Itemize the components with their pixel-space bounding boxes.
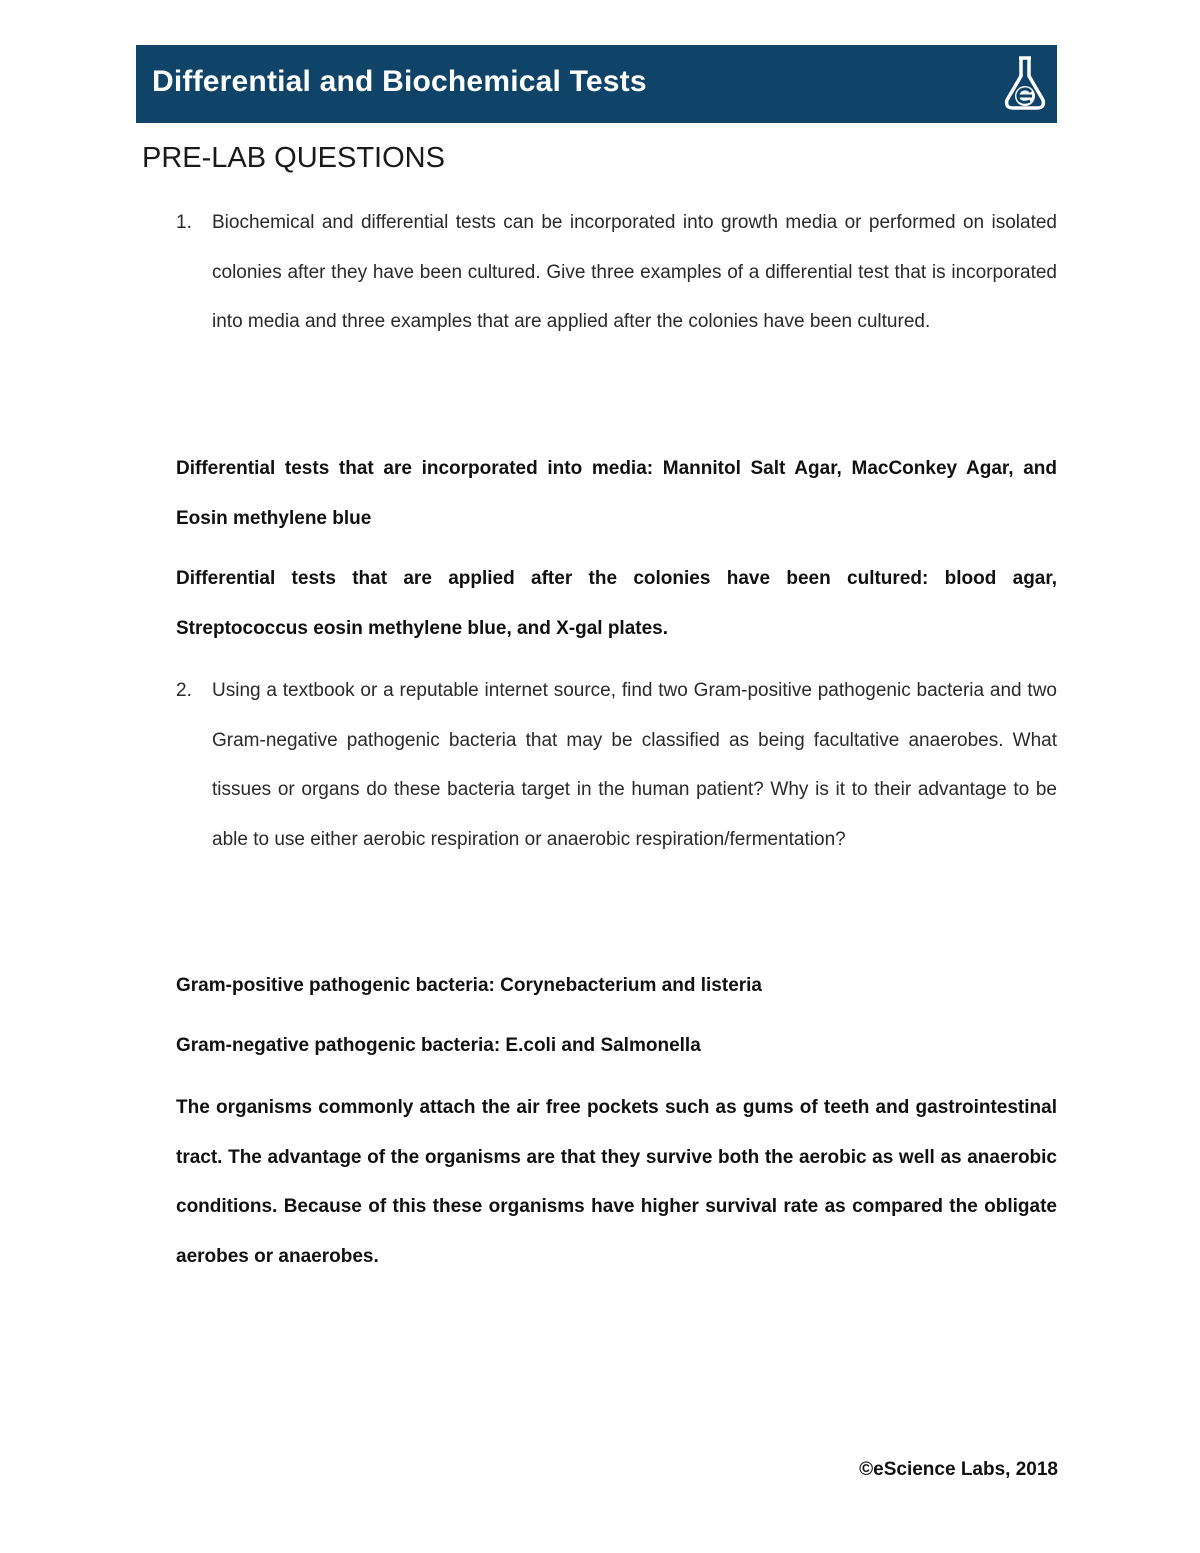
question-number: 1. bbox=[176, 212, 192, 233]
section-title: PRE-LAB QUESTIONS bbox=[142, 142, 445, 174]
answer-gram-positive: Gram-positive pathogenic bacteria: Corynebacterium and listeria bbox=[176, 975, 762, 996]
question-text: Biochemical and differential tests can be incorporated into growth media or performed on isolated colonies after they have been cultured. Give three examples of a differential test that is incorporated into media and three examples that are applied after the colonies have been cultured. bbox=[212, 212, 1057, 332]
header-title: Differential and Biochemical Tests bbox=[152, 65, 647, 98]
question-2 bbox=[176, 666, 1057, 864]
footer-copyright: ©eScience Labs, 2018 bbox=[859, 1459, 1058, 1480]
question-1 bbox=[176, 198, 1057, 347]
question-number: 2. bbox=[176, 680, 192, 701]
question-text: Using a textbook or a reputable internet source, find two Gram-positive pathogenic bacteria and two Gram-negative pathogenic bacteria that may be classified as being facultative anaerobes. What tissues or organs do these bacteria target in the human patient? Why is it to their advantage to be able to use either aerobic respiration or anaerobic respiration/fermentation? bbox=[212, 680, 1057, 850]
header-bar bbox=[136, 45, 1057, 123]
answer-gram-negative: Gram-negative pathogenic bacteria: E.coli and Salmonella bbox=[176, 1035, 701, 1056]
flask-logo-icon bbox=[1001, 54, 1049, 114]
answer-explanation: The organisms commonly attach the air free pockets such as gums of teeth and gastrointestinal tract. The advantage of the organisms are that they survive both the aerobic as well as anaerobic conditions. Because of this these organisms have higher survival rate as compared the obligate aerobes or anaerobes. bbox=[176, 1097, 1057, 1267]
answer-media-tests: Differential tests that are incorporated into media: Mannitol Salt Agar, MacConkey Agar, and Eosin methylene blue bbox=[176, 458, 1057, 529]
answer-applied-tests: Differential tests that are applied after the colonies have been cultured: blood agar, Streptococcus eosin methylene blue, and X-gal plates. bbox=[176, 568, 1057, 639]
